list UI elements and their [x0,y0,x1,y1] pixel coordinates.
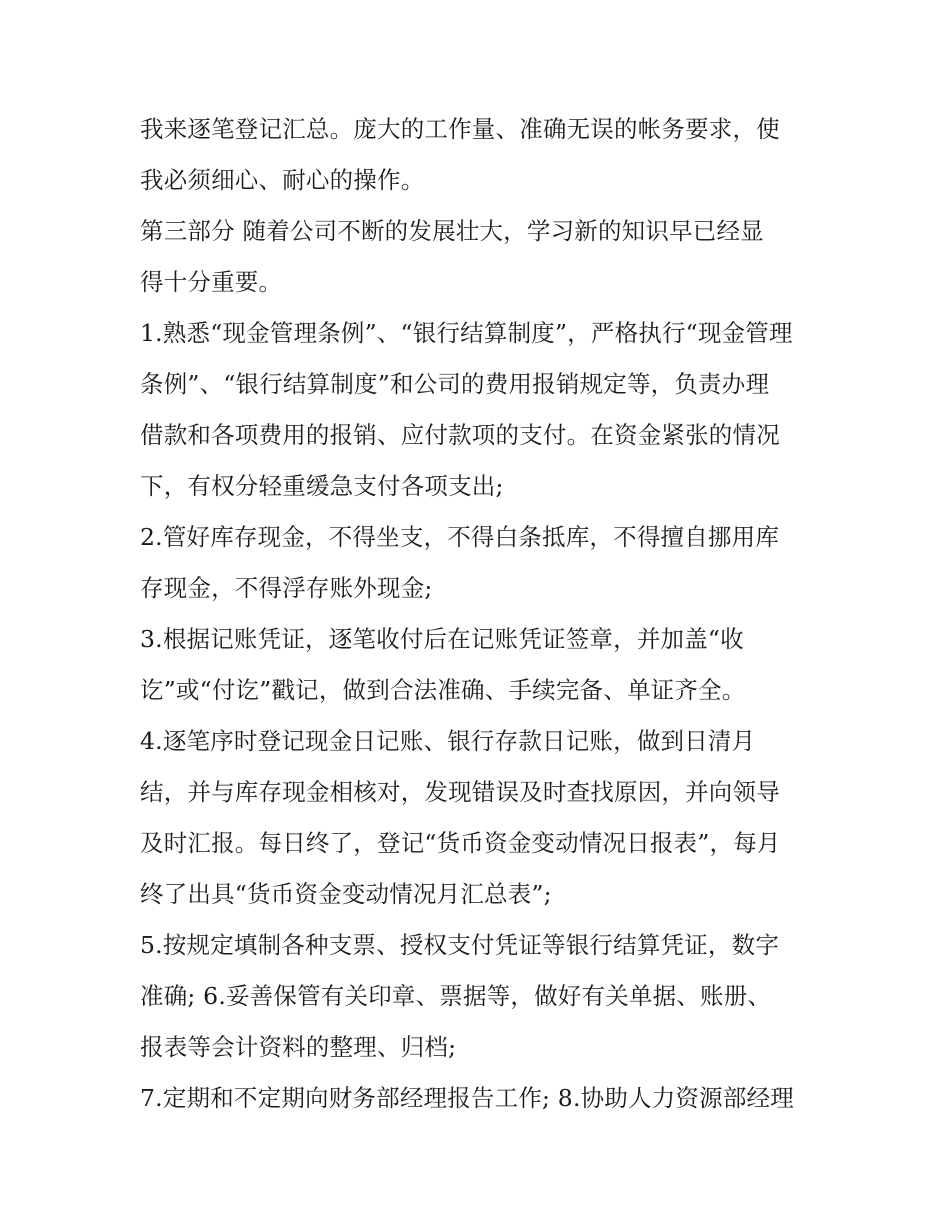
text-line-7: 借款和各项费用的报销、应付款项的支付。在资金紧张的情况 [140,421,780,449]
text-line-17: 5.按规定填制各种支票、授权支付凭证等银行结算凭证，数字 [140,931,780,959]
text-line-13: 4.逐笔序时登记现金日记账、银行存款日记账，做到日清月 [140,727,756,755]
text-line-19: 报表等会计资料的整理、归档; [140,1033,457,1061]
text-line-8: 下，有权分轻重缓急支付各项支出; [140,472,504,500]
text-line-2: 我必须细心、耐心的操作。 [140,166,425,194]
text-line-9: 2.管好库存现金，不得坐支，不得白条抵库，不得擅自挪用库 [140,523,780,551]
text-line-20: 7.定期和不定期向财务部经理报告工作; 8.协助人力资源部经理 [140,1084,794,1112]
text-line-15: 及时汇报。每日终了，登记“货币资金变动情况日报表”，每月 [140,829,781,857]
text-line-3: 第三部分 随着公司不断的发展壮大，学习新的知识早已经显 [140,217,764,245]
text-line-12: 讫”或“付讫”戳记，做到合法准确、手续完备、单证齐全。 [140,676,746,704]
text-line-16: 终了出具“货币资金变动情况月汇总表”; [140,880,552,908]
body-text [140,104,830,1124]
text-line-4: 得十分重要。 [140,268,283,296]
text-line-5: 1.熟悉“现金管理条例”、“银行结算制度”，严格执行“现金管理 [140,319,793,347]
text-line-11: 3.根据记账凭证，逐笔收付后在记账凭证签章，并加盖“收 [140,625,744,653]
text-line-10: 存现金，不得浮存账外现金; [140,574,433,602]
text-line-14: 结，并与库存现金相核对，发现错误及时查找原因，并向领导 [140,778,780,806]
text-line-1: 我来逐笔登记汇总。庞大的工作量、准确无误的帐务要求，使 [140,115,780,143]
text-line-6: 条例”、“银行结算制度”和公司的费用报销规定等，负责办理 [140,370,770,398]
text-line-18: 准确; 6.妥善保管有关印章、票据等，做好有关单据、账册、 [140,982,772,1010]
